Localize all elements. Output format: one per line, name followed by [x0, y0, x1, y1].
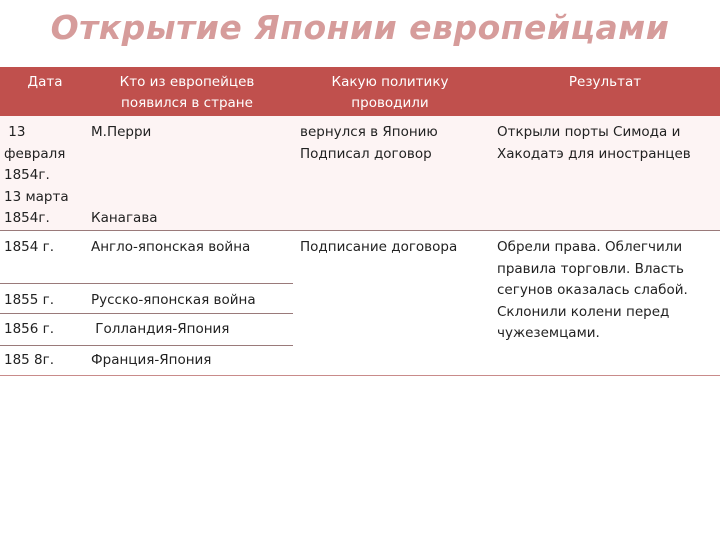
row-divider — [0, 230, 720, 231]
slide-title: Открытие Японии европейцами — [50, 8, 670, 47]
table-bottom-border — [0, 375, 720, 376]
row1-who: М.Перри — [91, 124, 152, 140]
row4-date: 1856 г. — [4, 321, 55, 337]
row2-date: 1854 г. — [4, 239, 55, 255]
row-divider — [0, 345, 293, 346]
row3-date: 1855 г. — [4, 292, 55, 308]
row-divider — [0, 283, 293, 284]
row1-policy: вернулся в Японию Подписал договор — [300, 124, 438, 162]
row2-who: Англо-японская война — [91, 239, 251, 255]
row4-who: Голландия-Япония — [91, 321, 230, 337]
row5-date: 185 8г. — [4, 352, 55, 368]
header-policy: Какую политику проводили — [331, 74, 449, 111]
row1-who-place: Канагава — [91, 210, 158, 226]
header-who: Кто из европейцев появился в стране — [119, 74, 255, 111]
row1-date: 13 февраля 1854г. 13 марта 1854г. — [4, 124, 69, 226]
header-result: Результат — [568, 74, 642, 90]
row-divider — [0, 313, 293, 314]
row2-result: Обрели права. Облегчили правила торговли. Власть сегунов оказалась слабой. Склонили колени перед чужеземцами. — [497, 239, 688, 341]
row3-who: Русско-японская война — [91, 292, 256, 308]
row1-result: Открыли порты Симода и Хакодатэ для иностранцев — [497, 124, 691, 162]
row2-policy: Подписание договора — [300, 239, 458, 255]
row5-who: Франция-Япония — [91, 352, 212, 368]
header-date: Дата — [27, 74, 63, 90]
